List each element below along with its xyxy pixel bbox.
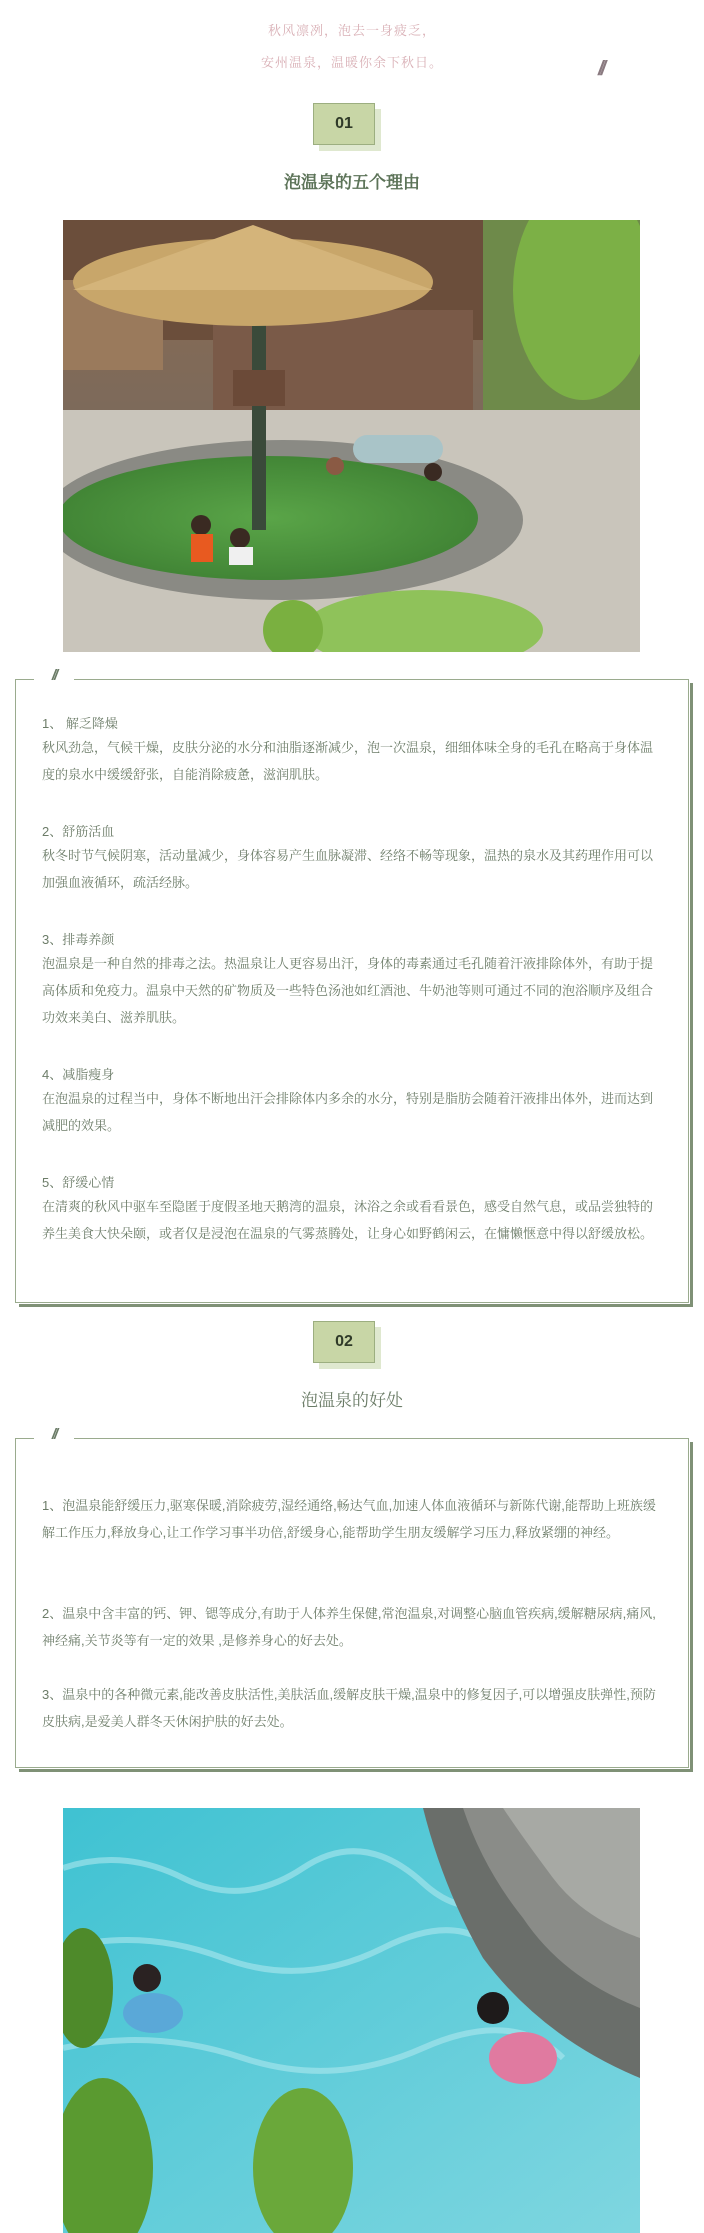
reason-body-3: 泡温泉是一种自然的排毒之法。热温泉让人更容易出汗，身体的毒素通过毛孔随着汗液排除体外，有助于提高体质和免疫力。温泉中天然的矿物质及一些特色汤池如红酒池、牛奶池等则可通过不同的泡浴顺序及组合功效来美白、滋养肌肤。	[42, 956, 654, 1025]
card-quote-mark: //	[34, 1426, 74, 1443]
swimming-pool-photo	[63, 1808, 640, 2233]
intro-line-1: 秋风凛冽，泡去一身疲乏，	[267, 23, 436, 38]
reason-heading-4: 4、减脂瘦身	[42, 1067, 115, 1082]
reason-heading-5: 5、舒缓心情	[42, 1175, 115, 1190]
badge-number: 01	[313, 103, 375, 145]
badge-number: 02	[313, 1321, 375, 1363]
benefit-item-3: 3、温泉中的各种微元素,能改善皮肤活性,美肤活血,缓解皮肤干燥,温泉中的修复因子,可以增强皮肤弹性,预防皮肤病,是爱美人群冬天休闲护肤的好去处。	[42, 1687, 656, 1729]
reason-heading-3: 3、排毒养颜	[42, 932, 115, 947]
hot-spring-pool-photo	[63, 220, 640, 652]
section-title-reasons: 泡温泉的五个理由	[284, 173, 420, 192]
card-quote-mark: //	[34, 667, 74, 684]
reason-body-1: 秋风劲急，气候干燥，皮肤分泌的水分和油脂逐渐减少，泡一次温泉，细细体味全身的毛孔在略高于身体温度的泉水中缓缓舒张，自能消除疲惫，滋润肌肤。	[42, 740, 654, 782]
benefit-item-1: 1、泡温泉能舒缓压力,驱寒保暖,消除疲劳,湿经通络,畅达气血,加速人体血液循环与新陈代谢,能帮助上班族缓解工作压力,释放身心,让工作学习事半功倍,舒缓身心,能帮助学生朋友缓解学习压力,释放紧绷的神经。	[42, 1498, 656, 1540]
section-title-benefits: 泡温泉的好处	[301, 1391, 403, 1410]
reason-body-5: 在清爽的秋风中驱车至隐匿于度假圣地天鹅湾的温泉，沐浴之余或看看景色，感受自然气息，或品尝独特的养生美食大快朵颐，或者仅是浸泡在温泉的气雾蒸腾处，让身心如野鹤闲云，在慵懒惬意中得以舒缓放松。	[42, 1199, 654, 1241]
intro-line-2: 安州温泉，温暖你余下秋日。	[260, 55, 443, 70]
quote-mark: //	[598, 58, 604, 80]
reason-heading-2: 2、舒筋活血	[42, 824, 115, 839]
section-badge-01	[313, 103, 381, 151]
reason-heading-1: 1、 解乏降燥	[42, 716, 118, 731]
reason-body-4: 在泡温泉的过程当中，身体不断地出汗会排除体内多余的水分，特别是脂肪会随着汗液排出体外，进而达到减肥的效果。	[42, 1091, 654, 1133]
reason-body-2: 秋冬时节气候阴寒，活动量减少，身体容易产生血脉凝滞、经络不畅等现象，温热的泉水及其药理作用可以加强血液循环，疏活经脉。	[42, 848, 654, 890]
section-badge-02	[313, 1321, 381, 1369]
benefit-item-2: 2、温泉中含丰富的钙、钾、锶等成分,有助于人体养生保健,常泡温泉,对调整心脑血管疾病,缓解糖尿病,痛风,神经痛,关节炎等有一定的效果 ,是修养身心的好去处。	[42, 1606, 656, 1648]
